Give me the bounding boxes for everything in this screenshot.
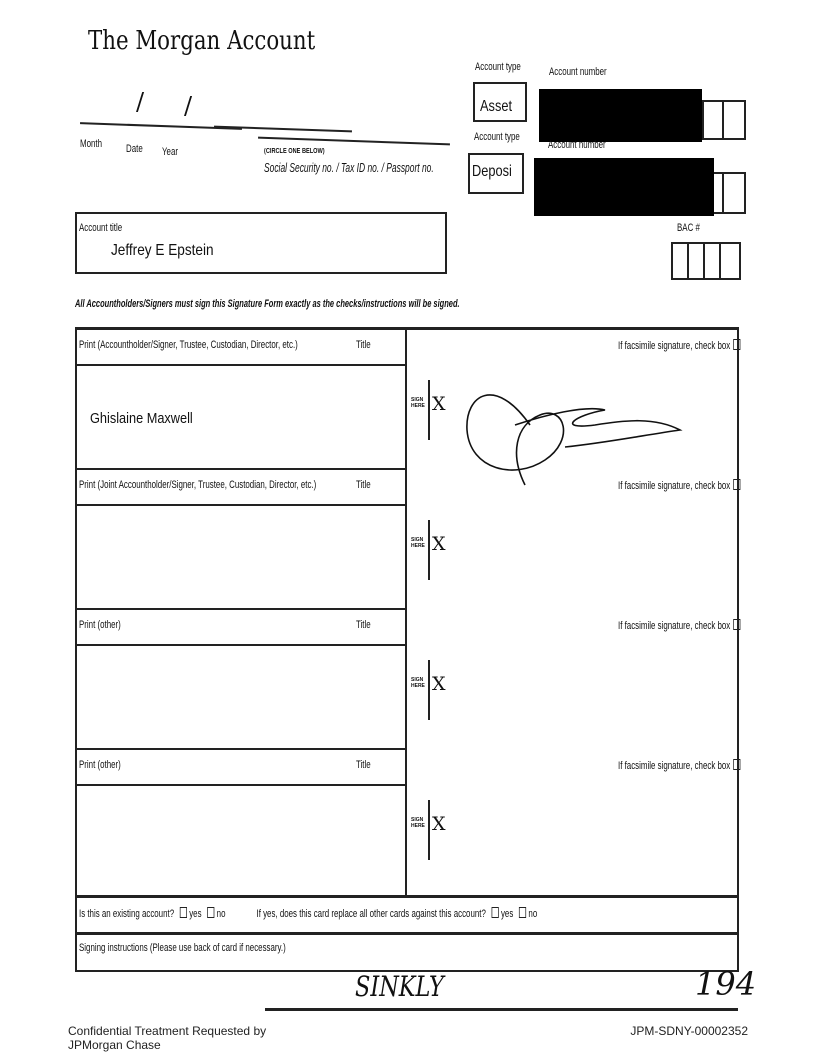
account-type-label: Account type xyxy=(474,131,520,143)
account-type-box[interactable]: Deposi xyxy=(468,153,524,194)
title-label: Title xyxy=(356,339,371,351)
column-divider xyxy=(405,327,407,897)
bates-number: JPM-SDNY-00002352 xyxy=(630,1024,748,1038)
circle-one-label: (CIRCLE ONE BELOW) xyxy=(264,148,325,155)
signature-area[interactable] xyxy=(430,650,720,730)
facsimile-label: If facsimile signature, check box xyxy=(618,339,742,352)
title-label: Title xyxy=(356,759,371,771)
account-number-label: Account number xyxy=(548,139,606,151)
existing-no-checkbox[interactable] xyxy=(207,907,214,918)
sign-here-label: SIGN HERE xyxy=(411,397,425,409)
facsimile-label: If facsimile signature, check box xyxy=(618,479,742,492)
existing-account-row: Is this an existing account? yes no If yes, does this card replace all other cards against this account? yes no xyxy=(79,908,538,920)
year-label: Year xyxy=(162,146,179,158)
form-title: The Morgan Account xyxy=(88,26,316,56)
existing-yes-checkbox[interactable] xyxy=(180,907,187,918)
account-number-label: Account number xyxy=(549,66,607,78)
facsimile-checkbox[interactable] xyxy=(733,619,740,630)
bac-boxes[interactable] xyxy=(671,242,741,280)
sign-mark: X xyxy=(432,673,446,695)
sign-here-label: SIGN HERE xyxy=(411,817,425,829)
facsimile-checkbox[interactable] xyxy=(733,479,740,490)
sign-here-label: SIGN HERE xyxy=(411,537,425,549)
signature-area[interactable] xyxy=(430,790,720,870)
month-label: Month xyxy=(80,138,103,150)
replace-no-checkbox[interactable] xyxy=(519,907,526,918)
redaction-block xyxy=(539,89,702,142)
signature-area[interactable] xyxy=(430,510,720,590)
facsimile-checkbox[interactable] xyxy=(733,759,740,770)
account-type-label: Account type xyxy=(475,61,521,73)
signing-instructions-value: SINKLY xyxy=(355,970,444,1003)
facsimile-checkbox[interactable] xyxy=(733,339,740,350)
handwritten-signature xyxy=(455,355,695,495)
print-label: Print (other) xyxy=(79,619,121,631)
print-label: Print (Accountholder/Signer, Trustee, Custodian, Director, etc.) xyxy=(79,339,298,351)
bac-label: BAC # xyxy=(677,222,700,234)
date-label: Date xyxy=(126,143,143,155)
signing-instructions-label: Signing instructions (Please use back of card if necessary.) xyxy=(79,942,286,954)
facsimile-label: If facsimile signature, check box xyxy=(618,759,742,772)
sign-here-label: SIGN HERE xyxy=(411,677,425,689)
account-title-value: Jeffrey E Epstein xyxy=(111,242,214,259)
sign-mark: X xyxy=(432,533,446,555)
signing-instruction: All Accountholders/Signers must sign this Signature Form exactly as the checks/instructions will be signed. xyxy=(75,298,460,310)
facsimile-label: If facsimile signature, check box xyxy=(618,619,742,632)
sign-mark: X xyxy=(432,813,446,835)
confidential-notice: Confidential Treatment Requested by JPMorgan Chase xyxy=(68,1024,267,1052)
account-title-box[interactable]: Account title Jeffrey E Epstein xyxy=(75,212,447,274)
handwritten-number: 194 xyxy=(695,965,757,1003)
sign-mark: X xyxy=(432,393,446,415)
date-separator: / xyxy=(184,92,193,120)
title-label: Title xyxy=(356,479,371,491)
account-type-box[interactable]: Asset xyxy=(473,82,527,122)
redaction-block xyxy=(534,158,714,216)
print-label: Print (other) xyxy=(79,759,121,771)
replace-yes-checkbox[interactable] xyxy=(492,907,499,918)
title-label: Title xyxy=(356,619,371,631)
id-type-label: Social Security no. / Tax ID no. / Passport no. xyxy=(264,160,434,175)
signer-name[interactable]: Ghislaine Maxwell xyxy=(90,410,193,427)
print-label: Print (Joint Accountholder/Signer, Trustee, Custodian, Director, etc.) xyxy=(79,479,317,491)
date-separator: / xyxy=(136,88,145,116)
id-line xyxy=(258,137,450,146)
